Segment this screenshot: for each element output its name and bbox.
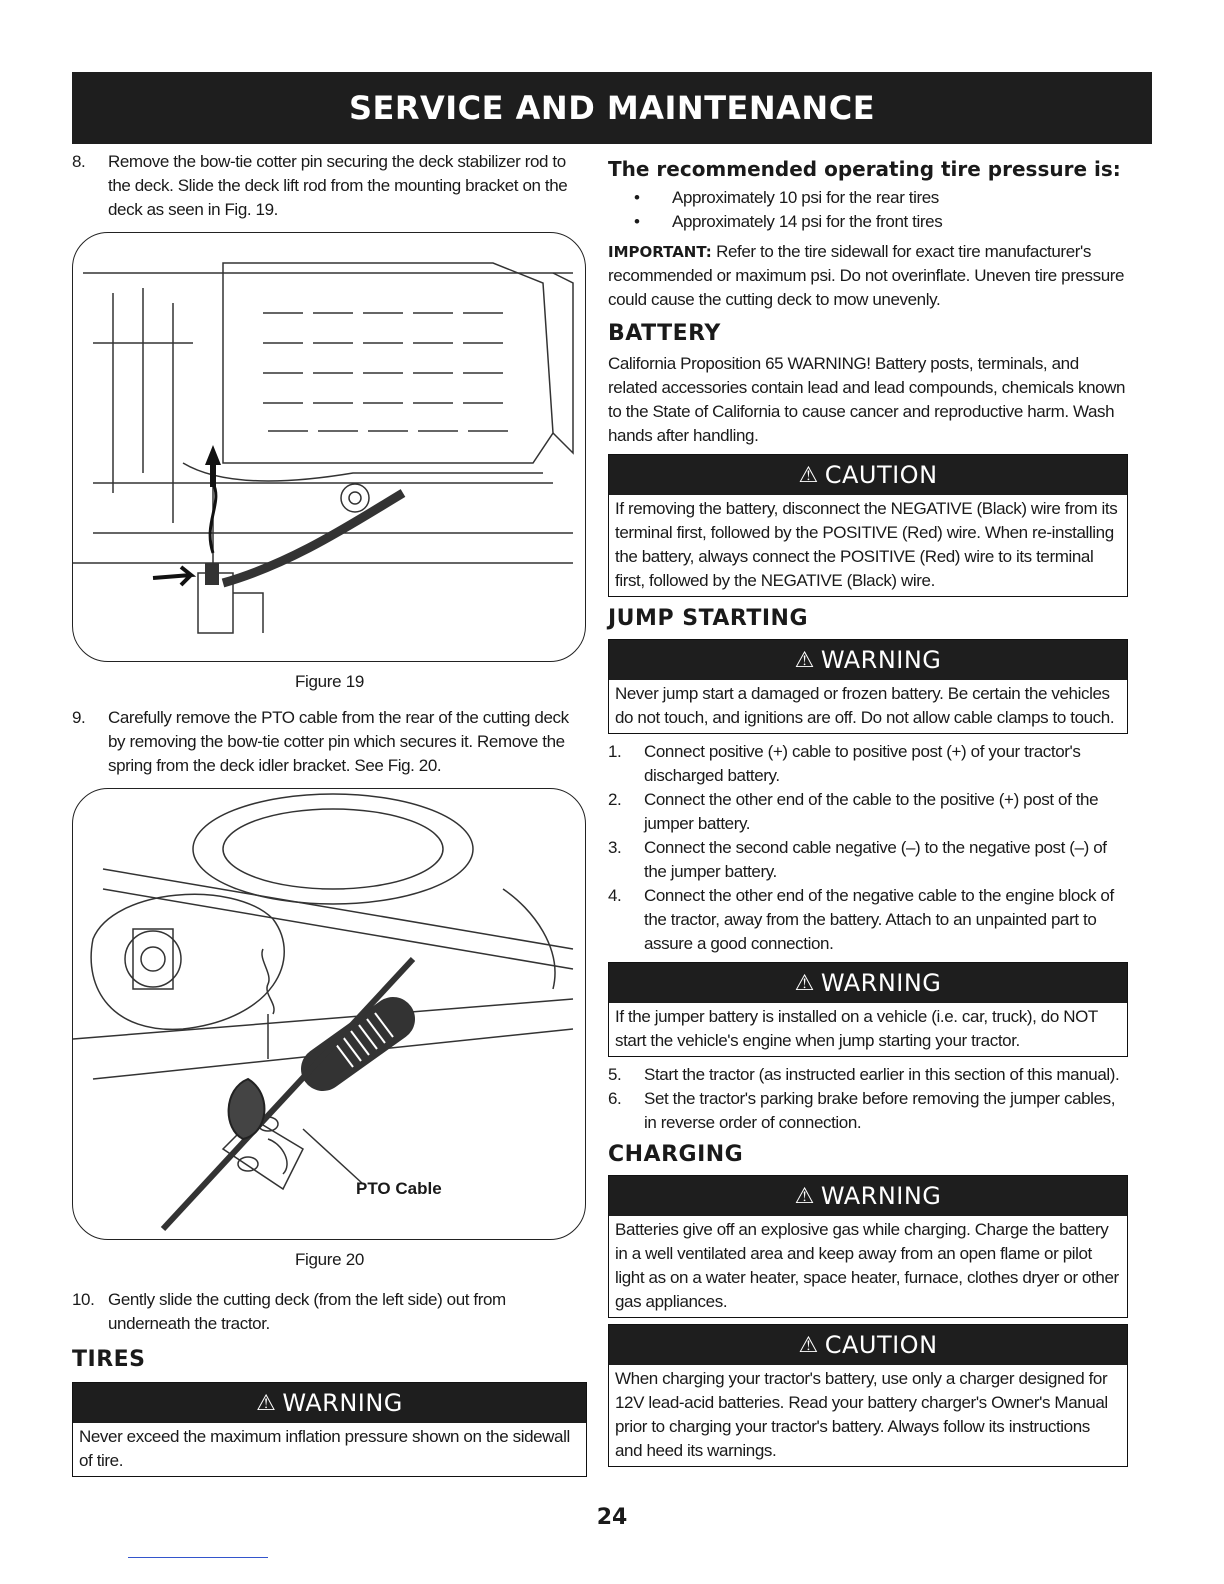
warning-triangle-icon: ⚠ xyxy=(794,1184,815,1209)
tire-pressure-list xyxy=(608,186,1128,234)
list-item: • Approximately 14 psi for the front tires xyxy=(608,210,1128,234)
step-3: 3. Connect the second cable negative (–) to the negative post (–) of the jumper battery. xyxy=(608,838,1107,881)
jump-warning-2 xyxy=(608,962,1128,1057)
caution-bar: ⚠ CAUTION xyxy=(609,1325,1127,1365)
warning-triangle-icon: ⚠ xyxy=(798,1333,819,1358)
step-10: 10. Gently slide the cutting deck (from the left side) out from underneath the tractor. xyxy=(72,1290,506,1333)
pto-cable-label: PTO Cable xyxy=(356,1179,442,1198)
warning-triangle-icon: ⚠ xyxy=(794,648,815,673)
figure-20 xyxy=(72,788,586,1240)
bullet-icon: • xyxy=(634,212,640,231)
bullet-icon: • xyxy=(634,188,640,207)
battery-text: California Proposition 65 WARNING! Battery posts, terminals, and related accessories contain lead and lead compounds, chemicals known to the State of California to cause cancer and reproductive harm. Wash hands after handling. xyxy=(608,354,1126,445)
warning-text: Never jump start a damaged or frozen battery. Be certain the vehicles do not touch, and ignitions are off. Do not allow cable clamps to touch. xyxy=(615,684,1115,727)
caution-text: When charging your tractor's battery, use only a charger designed for 12V lead-acid batteries. Read your battery charger's Owner's Manual prior to charging your tractor's battery. Always follow its instructions and heed its warnings. xyxy=(615,1369,1108,1460)
jump-steps-2 xyxy=(608,1063,1128,1135)
caution-text: If removing the battery, disconnect the NEGATIVE (Black) wire from its terminal first, followed by the POSITIVE (Red) wire. When re-installing the battery, always connect the POSITIVE (Red) wire to its terminal first, followed by the NEGATIVE (Black) wire. xyxy=(615,499,1118,590)
figure-19 xyxy=(72,232,586,662)
warning-text: If the jumper battery is installed on a vehicle (i.e. car, truck), do NOT start the vehicle's engine when jump starting your tractor. xyxy=(615,1007,1098,1050)
warning-bar: ⚠ WARNING xyxy=(609,963,1127,1003)
step-9: 9. Carefully remove the PTO cable from the rear of the cutting deck by removing the bow-tie cotter pin which secures it. Remove the spring from the deck idler bracket. See Fig. 20. xyxy=(72,708,569,775)
tires-warning xyxy=(72,1382,587,1477)
jump-steps-1 xyxy=(608,740,1128,956)
important-note: IMPORTANT: Refer to the tire sidewall for exact tire manufacturer's recommended or maximum psi. Do not overinflate. Uneven tire pressure could cause the cutting deck to mow unevenly. xyxy=(608,242,1125,309)
step-4: 4. Connect the other end of the negative cable to the engine block of the tractor, away from the battery. Attach to an unpainted part to assure a good connection. xyxy=(608,886,1114,953)
warning-triangle-icon: ⚠ xyxy=(794,971,815,996)
right-column xyxy=(608,150,1128,1467)
warning-bar: ⚠ WARNING xyxy=(609,640,1127,680)
warning-triangle-icon: ⚠ xyxy=(256,1391,277,1416)
step-list xyxy=(72,150,587,222)
charging-heading: CHARGING xyxy=(608,1142,744,1167)
warning-bar: ⚠ WARNING xyxy=(73,1383,586,1423)
charging-warning xyxy=(608,1175,1128,1318)
warning-bar: ⚠ WARNING xyxy=(609,1176,1127,1216)
step-6: 6. Set the tractor's parking brake before removing the jumper cables, in reverse order of connection. xyxy=(608,1089,1116,1132)
step-1: 1. Connect positive (+) cable to positive post (+) of your tractor's discharged battery. xyxy=(608,742,1081,785)
warning-triangle-icon: ⚠ xyxy=(798,463,819,488)
step-list xyxy=(72,1288,587,1336)
jump-starting-heading: JUMP STARTING xyxy=(608,606,809,631)
left-column xyxy=(72,150,587,1477)
step-list xyxy=(72,706,587,778)
deck-lift-rod-illustration xyxy=(73,233,585,661)
battery-caution xyxy=(608,454,1128,597)
caution-bar: ⚠ CAUTION xyxy=(609,455,1127,495)
tires-heading: TIRES xyxy=(72,1347,146,1372)
step-8: 8. Remove the bow-tie cotter pin securing the deck stabilizer rod to the deck. Slide the deck lift rod from the mounting bracket on the deck as seen in Fig. 19. xyxy=(72,152,568,219)
step-2: 2. Connect the other end of the cable to the positive (+) post of the jumper battery. xyxy=(608,790,1099,833)
figure-19-caption: Figure 19 xyxy=(294,672,365,691)
figure-20-caption: Figure 20 xyxy=(294,1250,365,1269)
page-number: 24 xyxy=(596,1505,628,1530)
footer-rule xyxy=(128,1557,268,1558)
section-banner: SERVICE AND MAINTENANCE xyxy=(72,72,1152,144)
charging-caution xyxy=(608,1324,1128,1467)
warning-text: Never exceed the maximum inflation pressure shown on the sidewall of tire. xyxy=(79,1427,570,1470)
step-5: 5. Start the tractor (as instructed earlier in this section of this manual). xyxy=(608,1065,1120,1084)
tire-pressure-heading: The recommended operating tire pressure is: xyxy=(608,157,1121,181)
jump-warning-1 xyxy=(608,639,1128,734)
warning-text: Batteries give off an explosive gas while charging. Charge the battery in a well ventilated area and keep away from an open flame or pilot light as on a water heater, space heater, furnace, clothes dryer or other gas appliances. xyxy=(615,1220,1119,1311)
list-item: • Approximately 10 psi for the rear tires xyxy=(608,186,1128,210)
battery-heading: BATTERY xyxy=(608,321,721,346)
pto-cable-illustration xyxy=(73,789,585,1239)
